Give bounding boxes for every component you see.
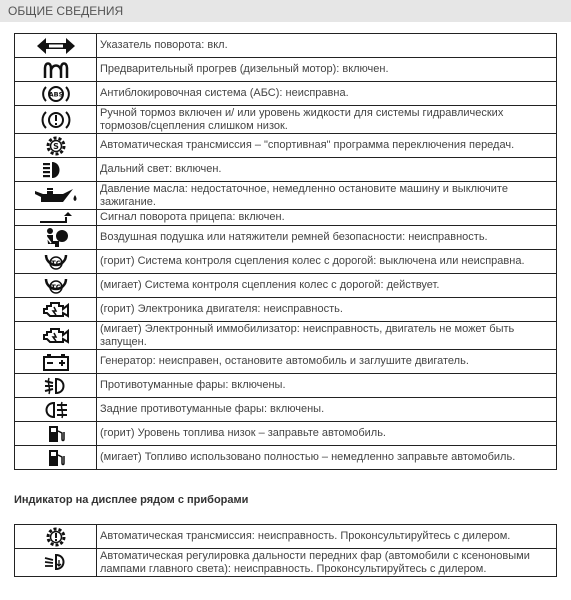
sport-transmission-icon (44, 135, 68, 157)
table-row (15, 226, 557, 250)
indicator-description: Антиблокировочная система (АБС): неисправна. (97, 82, 557, 106)
indicator-description: Генератор: неисправен, остановите автомобиль и заглушите двигатель. (97, 350, 557, 374)
section-title: ОБЩИЕ СВЕДЕНИЯ (8, 4, 124, 18)
table-row (15, 398, 557, 422)
headlight-leveling-icon (42, 552, 70, 574)
indicator-description: Противотуманные фары: включены. (97, 374, 557, 398)
table-row (15, 274, 557, 298)
abs-icon (41, 84, 71, 104)
general-indicators-table (14, 33, 557, 470)
table-row (15, 350, 557, 374)
table-row (15, 82, 557, 106)
indicator-description: Указатель поворота: вкл. (97, 34, 557, 58)
table-row (15, 210, 557, 226)
table-row (15, 422, 557, 446)
table-row (15, 322, 557, 350)
table-row (15, 34, 557, 58)
indicator-description: Автоматическая трансмиссия: неисправность. Проконсультируйтесь с дилером. (97, 525, 557, 549)
svg-text:S: S (52, 141, 59, 151)
turn-signal-arrows-icon (36, 37, 76, 55)
check-engine-icon (41, 300, 71, 320)
trailer-signal-icon (36, 212, 76, 224)
transmission-fault-icon (44, 526, 68, 548)
check-engine-icon (41, 326, 71, 346)
indicator-description: Задние противотуманные фары: включены. (97, 398, 557, 422)
brake-warning-icon (41, 109, 71, 131)
front-fog-icon (42, 376, 70, 396)
svg-text:TC: TC (50, 259, 61, 267)
indicator-description: (мигает) Система контроля сцепления колес с дорогой: действует. (97, 274, 557, 298)
section-header (0, 0, 571, 22)
indicator-description: (горит) Система контроля сцепления колес с дорогой: выключена или неисправна. (97, 250, 557, 274)
table-row (15, 158, 557, 182)
indicator-description: (мигает) Электронный иммобилизатор: неисправность, двигатель не может быть запущен. (97, 322, 557, 350)
table-row (15, 298, 557, 322)
indicator-description: Давление масла: недостаточное, немедленно остановите машину и выключите зажигание. (97, 182, 557, 210)
high-beam-icon (42, 160, 70, 180)
table-row (15, 374, 557, 398)
svg-text:TC: TC (50, 283, 61, 291)
table-row (15, 446, 557, 470)
indicator-description: Воздушная подушка или натяжители ремней безопасности: неисправность. (97, 226, 557, 250)
indicator-description: (мигает) Топливо использовано полностью – немедленно заправьте автомобиль. (97, 446, 557, 470)
fuel-pump-icon (44, 424, 68, 444)
svg-text:ABS: ABS (48, 90, 63, 98)
table-row (15, 58, 557, 82)
display-indicators-table (14, 524, 557, 577)
indicator-description: Дальний свет: включен. (97, 158, 557, 182)
airbag-icon (41, 227, 71, 249)
table-row (15, 182, 557, 210)
oil-pressure-icon (33, 185, 79, 207)
table-row (15, 134, 557, 158)
table-row (15, 250, 557, 274)
fuel-pump-icon (44, 448, 68, 468)
table-row (15, 106, 557, 134)
indicator-description: Автоматическая трансмиссия – "спортивная" программа переключения передач. (97, 134, 557, 158)
indicator-description: (горит) Уровень топлива низок – заправьте автомобиль. (97, 422, 557, 446)
battery-icon (41, 352, 71, 372)
traction-control-icon (41, 251, 71, 273)
glow-plug-icon (41, 60, 71, 80)
indicator-description: Сигнал поворота прицепа: включен. (97, 210, 557, 226)
indicator-description: (горит) Электроника двигателя: неисправность. (97, 298, 557, 322)
rear-fog-icon (42, 400, 70, 420)
indicator-description: Ручной тормоз включен и/ или уровень жидкости для системы гидравлических тормозов/сцепления слишком низок. (97, 106, 557, 134)
display-indicators-heading: Индикатор на дисплее рядом с приборами (14, 494, 249, 506)
indicator-description: Предварительный прогрев (дизельный мотор): включен. (97, 58, 557, 82)
table-row (15, 525, 557, 549)
table-row (15, 549, 557, 577)
indicator-description: Автоматическая регулировка дальности передних фар (автомобили с ксеноновыми лампами главного света): неисправность. Проконсультируйтесь с дилером. (97, 549, 557, 577)
traction-control-icon (41, 275, 71, 297)
